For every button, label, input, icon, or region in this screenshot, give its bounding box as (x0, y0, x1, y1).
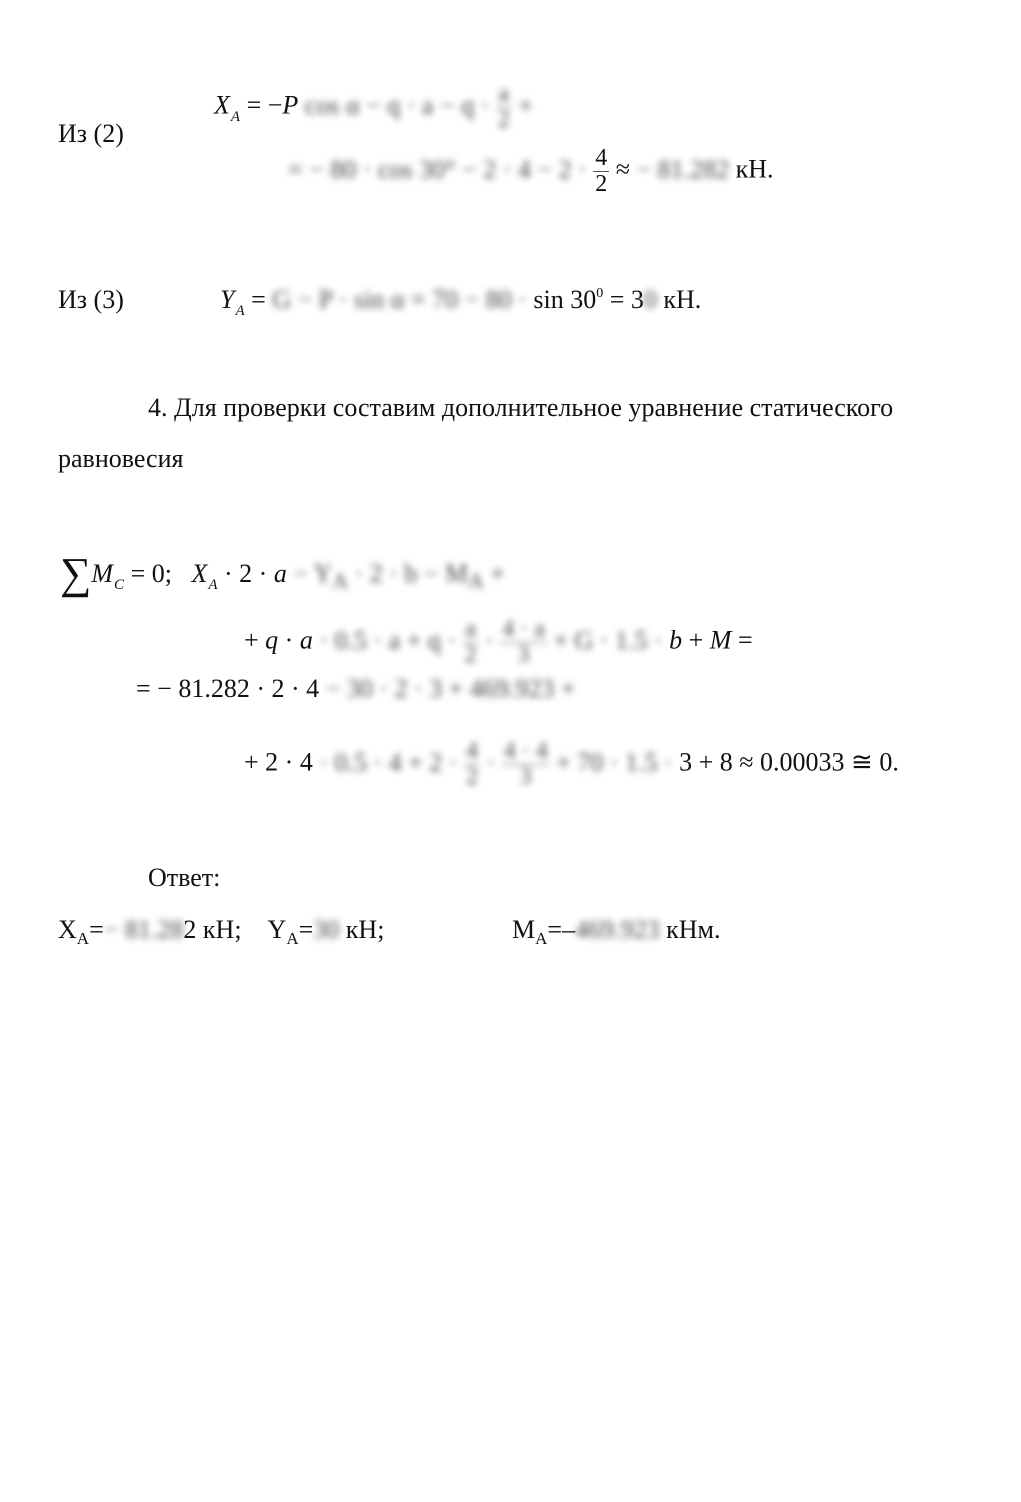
from-2-unit: кН. (735, 154, 774, 184)
moment-equation-line-1: $\sum M_C = 0$; $X_A \cdot 2 \cdot a - Y_A \cdot 2 \cdot b - M_A$ + (60, 549, 505, 598)
moment-equation-line-2: + q · a · 0.5 · a + q · $\frac{a}{2}$ · $\frac{4 \cdot a}{3}$ + G · 1.5 · b + M = (244, 616, 753, 669)
moment-equation-line-4: + 2 · 4 · 0.5 · 4 + 2 · $\frac{4}{2}$ · $\frac{4 \cdot 4}{3}$ + 70 · 1.5 · 3 + 8 ≈ 0.00033 ≅ 0. (244, 738, 899, 791)
from-3-unit: кН. (663, 285, 702, 314)
answer-title: Ответ: (148, 863, 221, 892)
ya-tail: кН; (345, 915, 385, 944)
xa-equation-line-2: = − 80 · cos 30° − 2 · 4 − 2 · $\frac{4}{2}$ ≈ − 81.282 кН. (288, 145, 774, 198)
ya-label: Y (267, 915, 287, 944)
xa-equation-line-1: $X_A = -P$ cos α − q · a − q · $\frac{a}{2}$ + (214, 81, 533, 134)
moment-equation-line-3: = − 81.282 · 2 · 4 − 30 · 2 · 3 + 469.923 + (136, 674, 576, 703)
ma-tail: кНм. (666, 915, 721, 944)
answer-line: $X_A=- 81.282$ кН; $Y_A=30$ кН; (58, 915, 385, 948)
section-4-line-2: равновесия (58, 444, 184, 473)
sum-symbol: ∑ (60, 549, 92, 598)
ma-label: M (512, 915, 536, 944)
from-3-label: Из (3) (58, 285, 124, 314)
ya-equation: $Y_A = G - P \cdot \sin \alpha = 70 - 80 \cdot \sin 30^0 = 30$ кН. (220, 285, 702, 319)
xa-tail: 2 кН; (183, 915, 242, 944)
answer-ma: $M_A=-469.923$ кНм. (512, 915, 721, 948)
section-4-line-1: 4. Для проверки составим дополнительное уравнение статического (148, 393, 894, 422)
from-2-label: Из (2) (58, 119, 124, 148)
xa-label: X (58, 915, 77, 944)
